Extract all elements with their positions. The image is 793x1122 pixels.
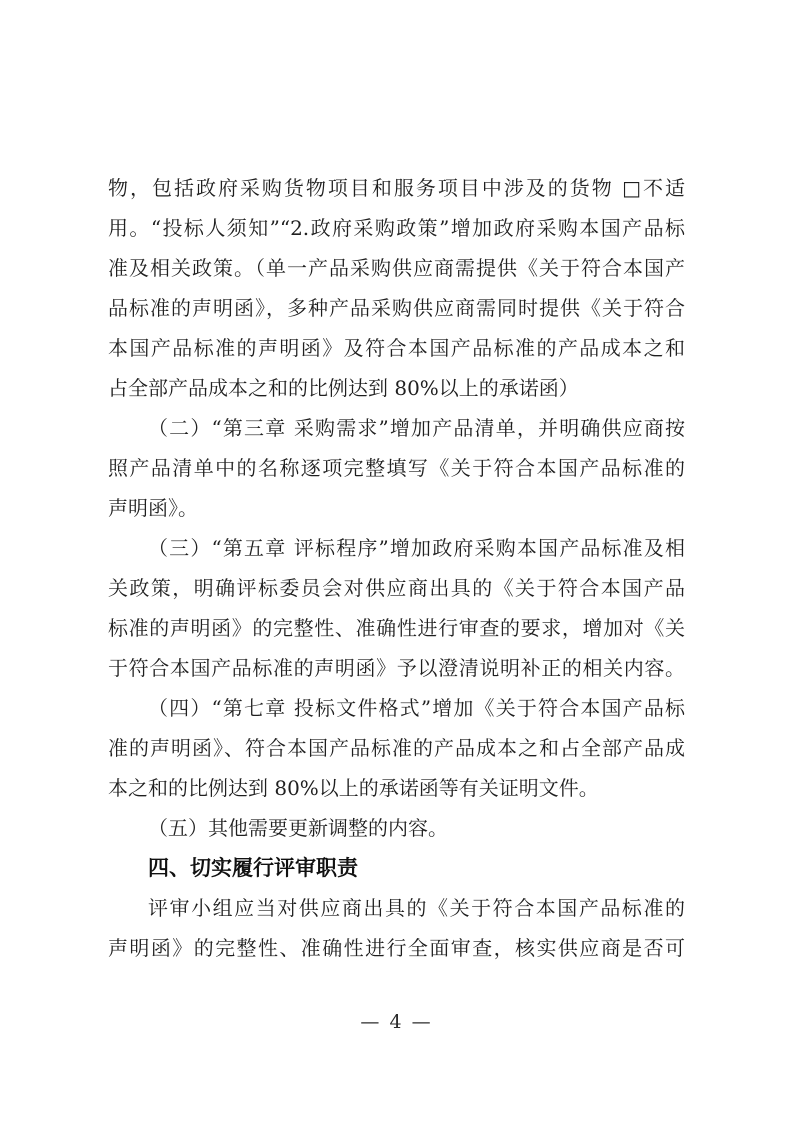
text-line: 本国产品标准的声明函》及符合本国产品标准的产品成本之和 xyxy=(108,336,685,360)
page-footer xyxy=(0,1008,793,1036)
text-line: 用。“投标人须知”“2.政府采购政策”增加政府采购本国产品标 xyxy=(108,216,685,240)
text-line: （五）其他需要更新调整的内容。 xyxy=(148,816,448,840)
para-3-item-3 xyxy=(108,528,685,688)
text-line: 准的声明函》、符合本国产品标准的产品成本之和占全部产品成 xyxy=(108,736,685,760)
text-line: 准及相关政策。（单一产品采购供应商需提供《关于符合本国产 xyxy=(108,256,685,280)
para-7-body xyxy=(108,888,685,968)
para-1-continuation xyxy=(108,168,685,408)
text-line: （三）“第五章 评标程序”增加政府采购本国产品标准及相 xyxy=(148,536,685,560)
document-body xyxy=(108,168,685,968)
text-line: 声明函》。 xyxy=(108,496,198,520)
para-2-item-2 xyxy=(108,408,685,528)
text-line: 本之和的比例达到 80%以上的承诺函等有关证明文件。 xyxy=(108,776,599,800)
text-line: 声明函》的完整性、准确性进行全面审查，核实供应商是否可 xyxy=(108,936,685,960)
text-line: 评审小组应当对供应商出具的《关于符合本国产品标准的 xyxy=(148,896,685,920)
text-line: （四）“第七章 投标文件格式”增加《关于符合本国产品标 xyxy=(148,696,685,720)
text-line: 于符合本国产品标准的声明函》予以澄清说明补正的相关内容。 xyxy=(108,656,685,680)
text-line: 物，包括政府采购货物项目和服务项目中涉及的货物 □不适 xyxy=(108,176,685,200)
text-line: 照产品清单中的名称逐项完整填写《关于符合本国产品标准的 xyxy=(108,456,685,480)
text-line: 关政策，明确评标委员会对供应商出具的《关于符合本国产品 xyxy=(108,576,685,600)
para-4-item-4 xyxy=(108,688,685,808)
text-line: 占全部产品成本之和的比例达到 80%以上的承诺函） xyxy=(108,376,579,400)
page-number: — 4 — xyxy=(360,1011,433,1033)
text-line: 四、切实履行评审职责 xyxy=(148,856,358,880)
text-line: 品标准的声明函》，多种产品采购供应商需同时提供《关于符合 xyxy=(108,296,685,320)
para-6-heading-4 xyxy=(108,848,685,888)
text-line: （二）“第三章 采购需求”增加产品清单，并明确供应商按 xyxy=(148,416,685,440)
text-line: 标准的声明函》的完整性、准确性进行审查的要求，增加对《关 xyxy=(108,616,685,640)
para-5-item-5 xyxy=(108,808,685,848)
